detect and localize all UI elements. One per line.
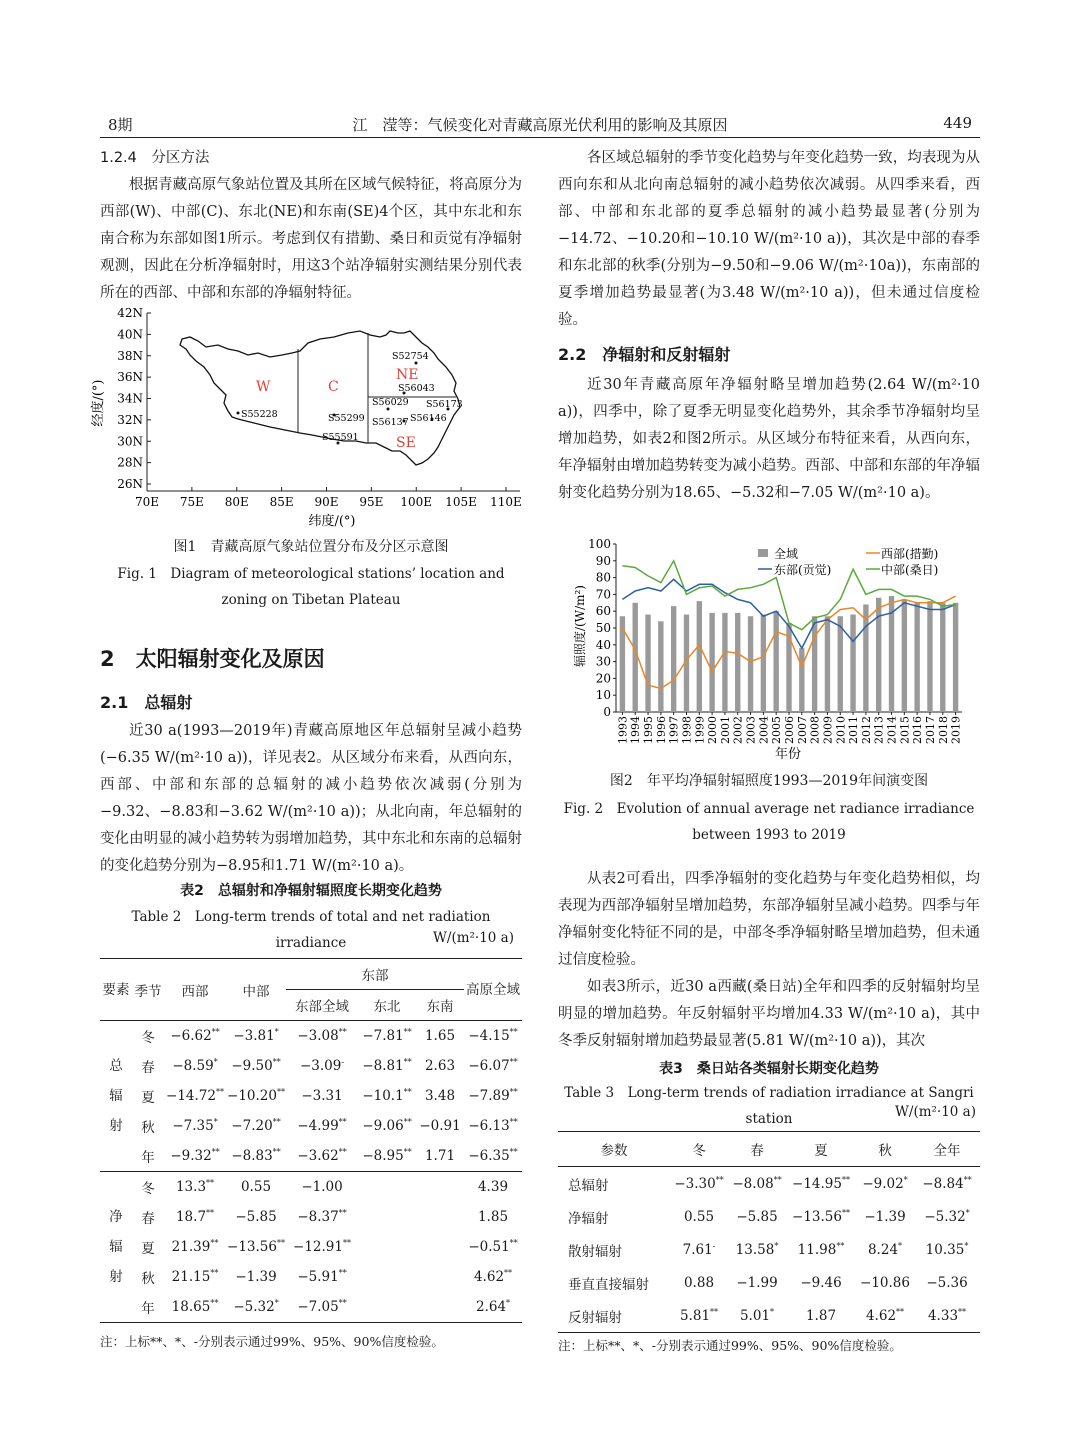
value-cell xyxy=(358,1232,416,1262)
section-2-2-title: 2.2 净辐射和反射辐射 xyxy=(558,345,731,364)
map-y-tick-label: 28N xyxy=(117,455,143,470)
legend-central: 中部(桑日) xyxy=(881,563,939,577)
value-cell: 1.65 xyxy=(424,1028,456,1044)
table-row xyxy=(558,1266,980,1299)
running-header xyxy=(100,112,980,136)
value-cell: 5.81** xyxy=(679,1307,719,1324)
map-x-tick-label: 95E xyxy=(359,495,384,509)
value-cell: −6.13** xyxy=(468,1117,518,1134)
section-1-2-4-title: 1.2.4 分区方法 xyxy=(100,150,210,166)
map-y-tick-label: 36N xyxy=(117,370,143,385)
bar-1994 xyxy=(633,603,638,712)
map-y-tick-label: 34N xyxy=(117,391,143,406)
station-label: S52754 xyxy=(392,351,429,362)
value-cell: −6.35** xyxy=(468,1147,518,1164)
value-cell: −8.84** xyxy=(922,1175,972,1192)
value-cell: −5.36 xyxy=(926,1274,968,1291)
param-cell: 总辐射 xyxy=(568,1177,609,1194)
value-cell: −5.91** xyxy=(297,1268,347,1285)
value-cell: −6.07** xyxy=(468,1057,518,1074)
chart-x-tick-label: 2000 xyxy=(706,716,720,744)
page-number: 449 xyxy=(943,114,972,132)
value-cell xyxy=(358,1172,416,1203)
value-cell: −7.20** xyxy=(231,1117,281,1134)
bar-1995 xyxy=(645,615,650,712)
header-rule xyxy=(100,137,980,138)
value-cell: 4.62** xyxy=(865,1307,905,1324)
value-cell: −9.46 xyxy=(800,1274,842,1291)
th-central: 中部 xyxy=(242,983,270,1000)
legend-swatch-all xyxy=(758,549,768,557)
table-2-note: 注：上标**、*、-分别表示通过99%、95%、90%信度检验。 xyxy=(100,1334,444,1349)
station-label: S56173 xyxy=(426,399,463,410)
value-cell: −9.50** xyxy=(231,1057,281,1074)
value-cell: −7.81** xyxy=(362,1027,412,1044)
left-column xyxy=(100,145,522,307)
value-cell: −0.91 xyxy=(419,1118,461,1134)
table-header-cell: 秋 xyxy=(878,1143,892,1159)
value-cell: −5.32* xyxy=(233,1298,279,1315)
right-paragraph-4: 如表3所示，近30 a西藏(桑日站)全年和四季的反射辐射均呈明显的增加趋势。年反射辐射平均增加4.33 W/(m²·10 a)，其中冬季反射辐射增加趋势最显著(5.81 W/(m²·10 a))，其次 xyxy=(558,979,980,1049)
right-paragraph-1: 各区域总辐射的季节变化趋势与年变化趋势一致，均表现为从西向东和从北向南总辐射的减小趋势依次减弱。从四季来看，西部、中部和东北部的夏季总辐射的减小趋势最显著(分别为−14.72、−10.20和−10.10 W/(m²·10 a))，其次是中部的春季和东北部的秋季(分别为−9.50和−9.06 W/(m²·10a))，东南部的夏季增加趋势最显著(为3.48 W/(m²·10 a))，但未通过信度检验。 xyxy=(558,150,980,328)
th-plateau: 高原全域 xyxy=(466,981,520,998)
table-2-caption-en: Table 2 Long-term trends of total and net radiation irradiance xyxy=(131,909,491,951)
chart-x-tick-label: 2001 xyxy=(718,716,732,744)
map-x-tick-label: 70E xyxy=(134,495,160,509)
chart-x-tick-label: 2014 xyxy=(885,716,899,744)
chart-x-tick-label: 1993 xyxy=(616,716,630,744)
value-cell: −8.59* xyxy=(172,1057,218,1074)
map-x-tick-label: 105E xyxy=(445,495,477,509)
value-cell: 0.88 xyxy=(683,1274,715,1291)
chart-x-tick-label: 2013 xyxy=(872,716,886,744)
param-cell: 散射辐射 xyxy=(568,1243,622,1260)
figure-1-map xyxy=(86,303,526,531)
value-cell: −0.51** xyxy=(468,1238,518,1255)
value-cell: 21.39** xyxy=(171,1238,219,1255)
value-cell: −3.08** xyxy=(297,1027,347,1044)
value-cell xyxy=(416,1292,464,1323)
station-label: S55299 xyxy=(328,413,365,424)
value-cell: −3.62** xyxy=(297,1147,347,1164)
value-cell: 2.63 xyxy=(424,1058,456,1074)
legend-east: 东部(贡觉) xyxy=(774,563,832,577)
group-label: 净 辐 射 xyxy=(109,1209,123,1285)
value-cell: −8.83** xyxy=(231,1147,281,1164)
chart-x-tick-label: 2005 xyxy=(770,716,784,744)
running-title: 江 滢等：气候变化对青藏高原光伏利用的影响及其原因 xyxy=(352,116,728,134)
section-2-2-body xyxy=(558,372,980,507)
value-cell xyxy=(358,1292,416,1323)
bar-2015 xyxy=(902,599,907,712)
chart-y-title: 辐照度/(W/m²) xyxy=(573,585,587,667)
chart-y-tick-label: 0 xyxy=(603,705,611,719)
map-x-tick-label: 100E xyxy=(400,495,433,509)
section-2-1-title: 2.1 总辐射 xyxy=(100,693,193,712)
value-cell: 0.55 xyxy=(683,1208,715,1225)
chart-y-tick-label: 10 xyxy=(595,688,611,703)
value-cell xyxy=(416,1202,464,1232)
season-cell: 秋 xyxy=(141,1120,155,1136)
value-cell: −1.99 xyxy=(736,1274,778,1291)
value-cell: −7.89** xyxy=(468,1087,518,1104)
table-row xyxy=(100,1292,522,1323)
chart-x-tick-label: 2019 xyxy=(949,716,963,744)
bar-2003 xyxy=(748,616,753,712)
bar-2019 xyxy=(953,603,958,712)
right-paragraph-3: 从表2可看出，四季净辐射的变化趋势与年变化趋势相似，均表现为西部净辐射呈增加趋势，东部净辐射呈减小趋势。四季与年净辐射变化特征不同的是，中部冬季净辐射略呈增加趋势，但未通过信度检验。 xyxy=(558,871,980,968)
value-cell: −13.56** xyxy=(792,1208,850,1225)
bar-2011 xyxy=(850,615,855,712)
bar-2010 xyxy=(838,616,843,712)
chart-x-tick-label: 2007 xyxy=(795,716,809,744)
table-2-caption-cn: 表2 总辐射和净辐射辐照度长期变化趋势 xyxy=(180,883,442,899)
value-cell: 1.87 xyxy=(805,1307,837,1324)
map-y-tick-label: 26N xyxy=(117,477,143,491)
chart-y-tick-label: 100 xyxy=(588,537,611,551)
region-w: W xyxy=(256,379,271,395)
th-season: 季节 xyxy=(134,983,162,1000)
station-label: S56146 xyxy=(410,413,447,424)
table-3-unit: W/(m²·10 a) xyxy=(895,1104,976,1120)
th-element: 要素 xyxy=(102,981,130,998)
value-cell: −7.05** xyxy=(297,1298,347,1315)
value-cell: 4.33** xyxy=(927,1307,967,1324)
value-cell: −1.39 xyxy=(864,1208,906,1225)
chart-x-tick-label: 2002 xyxy=(731,716,745,744)
value-cell xyxy=(358,1262,416,1292)
figure-1-caption-en-1: Fig. 1 Diagram of meteorological stations’ location and xyxy=(117,566,505,582)
bar-2005 xyxy=(773,611,778,712)
table-row xyxy=(100,1202,522,1232)
chart-x-tick-label: 2017 xyxy=(924,716,937,744)
chart-x-tick-label: 2015 xyxy=(898,716,912,744)
value-cell: −14.72** xyxy=(166,1087,224,1104)
table-row xyxy=(100,1172,522,1203)
value-cell: −3.30** xyxy=(674,1175,724,1192)
chart-y-tick-label: 60 xyxy=(595,604,611,619)
value-cell xyxy=(416,1172,464,1203)
value-cell: −8.08** xyxy=(732,1175,782,1192)
chart-y-tick-label: 80 xyxy=(595,570,611,585)
param-cell: 垂直直接辐射 xyxy=(568,1276,649,1293)
bar-2007 xyxy=(799,648,804,712)
value-cell: −14.95** xyxy=(792,1175,850,1192)
legend-west: 西部(措勤) xyxy=(881,547,939,561)
map-x-tick-label: 85E xyxy=(269,495,294,509)
value-cell: 5.01* xyxy=(739,1307,775,1324)
value-cell: 3.48 xyxy=(424,1088,456,1104)
season-cell: 冬 xyxy=(141,1030,155,1046)
season-cell: 夏 xyxy=(141,1241,155,1257)
station-label: S56029 xyxy=(372,397,409,408)
figure-2-caption-cn: 图2 年平均净辐射辐照度1993—2019年间演变图 xyxy=(609,773,929,789)
chart-x-tick-label: 1999 xyxy=(693,716,707,744)
group-label: 总 辐 射 xyxy=(109,1058,123,1134)
value-cell: −10.20** xyxy=(227,1087,285,1104)
value-cell: −4.99** xyxy=(297,1117,347,1134)
map-y-title: 经度/(°) xyxy=(91,379,106,427)
section-2-1-body xyxy=(100,718,522,880)
th-east-all: 东部全域 xyxy=(295,999,349,1015)
legend-all: 全域 xyxy=(774,547,799,561)
value-cell: −8.81** xyxy=(362,1057,412,1074)
value-cell: −8.95** xyxy=(362,1147,412,1164)
map-y-tick-label: 30N xyxy=(117,434,143,449)
value-cell: −5.85 xyxy=(736,1208,778,1225)
th-se: 东南 xyxy=(426,999,454,1015)
table-header-cell: 冬 xyxy=(692,1143,706,1159)
chart-x-tick-label: 2010 xyxy=(834,716,848,744)
chart-y-tick-label: 40 xyxy=(595,637,611,652)
region-c: C xyxy=(328,379,339,395)
value-cell: −3.09- xyxy=(299,1057,345,1074)
region-ne: NE xyxy=(396,367,419,383)
chart-x-tick-label: 2008 xyxy=(808,716,822,744)
figure-2-caption-en-1: Fig. 2 Evolution of annual average net radiance irradiance xyxy=(563,801,975,817)
season-cell: 春 xyxy=(141,1211,155,1227)
bar-2016 xyxy=(914,603,919,712)
value-cell: 13.58* xyxy=(735,1241,779,1258)
value-cell: 1.71 xyxy=(424,1148,456,1164)
chart-y-tick-label: 70 xyxy=(595,587,611,602)
bar-2004 xyxy=(761,615,766,712)
station-dot xyxy=(237,412,240,415)
chart-x-tick-label: 2018 xyxy=(936,716,950,744)
table-row xyxy=(100,1021,522,1052)
bar-1996 xyxy=(658,621,663,712)
th-west: 西部 xyxy=(181,983,209,1000)
value-cell: 4.39 xyxy=(477,1179,509,1195)
value-cell: −5.85 xyxy=(235,1209,277,1225)
table-row xyxy=(558,1299,980,1333)
value-cell: 8.24* xyxy=(867,1241,903,1258)
map-x-tick-label: 90E xyxy=(314,495,339,509)
value-cell: −5.32* xyxy=(924,1208,970,1225)
map-y-ticks xyxy=(117,306,151,491)
issue-number: 8期 xyxy=(108,116,133,134)
value-cell: −6.62** xyxy=(170,1027,220,1044)
bar-1997 xyxy=(671,606,676,712)
param-cell: 净辐射 xyxy=(568,1210,609,1227)
table-row xyxy=(558,1200,980,1233)
season-cell: 年 xyxy=(141,1150,155,1166)
station-label: S55591 xyxy=(322,432,359,443)
season-cell: 年 xyxy=(141,1301,155,1317)
chart-x-tick-label: 1997 xyxy=(667,716,681,744)
table-row xyxy=(558,1167,980,1201)
table-3-caption-cn: 表3 桑日站各类辐射长期变化趋势 xyxy=(659,1061,879,1077)
region-se: SE xyxy=(396,435,416,451)
table-row xyxy=(100,1051,522,1081)
value-cell: 18.7** xyxy=(175,1208,215,1225)
chart-y-tick-label: 30 xyxy=(595,654,611,669)
table-row xyxy=(100,1262,522,1292)
chart-x-title: 年份 xyxy=(774,747,802,762)
chart-x-tick-label: 1996 xyxy=(654,716,668,744)
right-paragraph-2: 近30年青藏高原年净辐射略呈增加趋势(2.64 W/(m²·10 a))，四季中，除了夏季无明显变化趋势外，其余季节净辐射均呈增加趋势，如表2和图2所示。从区域分布特征来看，从西向东，年净辐射由增加趋势转变为减小趋势。西部、中部和东部的年净辐射变化趋势分别为18.65、−5.32和−7.05 W/(m²·10 a)。 xyxy=(558,377,980,501)
table-3-caption-en: Table 3 Long-term trends of radiation irradiance at Sangri station xyxy=(564,1085,974,1127)
table-header-cell: 全年 xyxy=(933,1143,961,1159)
season-cell: 夏 xyxy=(141,1090,155,1106)
table-3-note: 注：上标**、*、-分别表示通过99%、95%、90%信度检验。 xyxy=(558,1338,902,1353)
section-1-2-4-paragraph: 根据青藏高原气象站位置及其所在区域气候特征，将高原分为西部(W)、中部(C)、东北(NE)和东南(SE)4个区，其中东北和东南合称为东部如图1所示。考虑到仅有措勤、桑日和贡觉有净辐射观测，因此在分析净辐射时，用这3个站净辐射实测结果分别代表所在的西部、中部和东部的净辐射特征。 xyxy=(100,177,522,301)
bar-2013 xyxy=(876,598,881,712)
chart-x-tick-label: 1998 xyxy=(680,716,694,744)
value-cell: 21.15** xyxy=(171,1268,219,1285)
station-label: S55228 xyxy=(241,409,278,420)
section-2-1-paragraph: 近30 a(1993—2019年)青藏高原地区年总辐射呈减小趋势(−6.35 W/(m²·10 a))，详见表2。从区域分布来看，从西向东，西部、中部和东部的总辐射的减小趋势依次减弱(分别为−9.32、−8.83和−3.62 W/(m²·10 a))；从北向南，年总辐射的变化由明显的减小趋势转为弱增加趋势，其中东北和东南的总辐射的变化趋势分别为−8.95和1.71 W/(m²·10 a)。 xyxy=(100,723,522,874)
map-x-tick-label: 110E xyxy=(490,495,522,509)
table-header-cell: 春 xyxy=(750,1143,764,1159)
table-row xyxy=(100,1232,522,1262)
figure-2-caption-en-2: between 1993 to 2019 xyxy=(692,827,846,843)
chart-x-tick-label: 2003 xyxy=(744,716,758,744)
value-cell: −10.1** xyxy=(362,1087,412,1104)
map-x-ticks xyxy=(135,487,522,509)
chart-y-tick-label: 90 xyxy=(595,553,611,568)
value-cell: −1.39 xyxy=(235,1269,277,1285)
th-ne: 东北 xyxy=(373,999,401,1015)
value-cell: 11.98** xyxy=(797,1241,845,1258)
value-cell: −9.02* xyxy=(862,1175,908,1192)
chart-x-tick-label: 2009 xyxy=(821,716,835,744)
map-x-tick-label: 75E xyxy=(179,495,204,509)
table-header-cell: 夏 xyxy=(814,1143,828,1159)
value-cell: −9.32** xyxy=(170,1147,220,1164)
value-cell: 13.3** xyxy=(175,1178,215,1195)
right-column-bottom xyxy=(558,866,980,1055)
section-2-title: 2 太阳辐射变化及原因 xyxy=(100,647,325,671)
map-y-tick-label: 38N xyxy=(117,348,143,363)
value-cell: −3.81* xyxy=(233,1027,279,1044)
value-cell: −9.06** xyxy=(362,1117,412,1134)
table-row xyxy=(100,1141,522,1172)
bar-2008 xyxy=(812,616,817,712)
value-cell: 2.64* xyxy=(475,1298,511,1315)
value-cell: 0.55 xyxy=(240,1179,272,1195)
chart-y-tick-label: 20 xyxy=(595,671,611,686)
bar-2002 xyxy=(735,613,740,712)
value-cell xyxy=(416,1262,464,1292)
chart-y-tick-label: 50 xyxy=(595,621,611,635)
chart-x-tick-label: 1995 xyxy=(642,716,655,744)
map-x-tick-label: 80E xyxy=(224,495,249,509)
map-y-tick-label: 42N xyxy=(117,306,143,320)
bar-2001 xyxy=(722,613,727,712)
value-cell: 10.35* xyxy=(925,1241,969,1258)
bar-2018 xyxy=(940,603,945,712)
season-cell: 秋 xyxy=(141,1271,155,1287)
table-2-unit: W/(m²·10 a) xyxy=(433,930,514,946)
table-3 xyxy=(558,1131,980,1333)
table-row xyxy=(100,1081,522,1111)
station-label: S56043 xyxy=(398,383,435,394)
value-cell xyxy=(416,1232,464,1262)
chart-x-tick-label: 2016 xyxy=(911,716,925,744)
value-cell: −4.15** xyxy=(468,1027,518,1044)
season-cell: 春 xyxy=(141,1060,155,1076)
map-y-tick-label: 32N xyxy=(117,412,143,427)
station-label: S56137 xyxy=(372,417,409,428)
figure-2-chart xyxy=(570,534,970,764)
table-row xyxy=(558,1233,980,1266)
value-cell: 1.85 xyxy=(477,1209,509,1225)
bar-2009 xyxy=(825,616,830,712)
value-cell: 4.62** xyxy=(473,1268,513,1285)
chart-x-tick-label: 2011 xyxy=(847,716,861,744)
right-column-top xyxy=(558,145,980,334)
bar-1999 xyxy=(697,601,702,712)
th-east: 东部 xyxy=(286,959,464,990)
table-2 xyxy=(100,958,522,1323)
figure-1-caption-en-2: zoning on Tibetan Plateau xyxy=(221,592,401,608)
value-cell: −1.00 xyxy=(301,1179,343,1195)
map-x-title: 纬度/(°) xyxy=(308,514,356,529)
chart-x-tick-label: 2004 xyxy=(757,716,771,744)
table-header-cell: 参数 xyxy=(600,1143,628,1159)
value-cell: −3.31 xyxy=(301,1088,343,1104)
map-y-tick-label: 40N xyxy=(117,327,143,342)
bar-2000 xyxy=(709,613,714,712)
value-cell: −10.86 xyxy=(860,1274,910,1291)
value-cell: −7.35* xyxy=(172,1117,218,1134)
chart-x-tick-label: 2012 xyxy=(859,716,873,744)
season-cell: 冬 xyxy=(141,1181,155,1197)
value-cell: 7.61- xyxy=(682,1241,716,1258)
value-cell xyxy=(358,1202,416,1232)
param-cell: 反射辐射 xyxy=(568,1309,622,1326)
chart-x-tick-label: 2006 xyxy=(783,716,796,744)
value-cell: −13.56** xyxy=(227,1238,285,1255)
value-cell: −12.91** xyxy=(293,1238,351,1255)
bar-2017 xyxy=(927,601,932,712)
chart-x-tick-label: 1994 xyxy=(629,716,643,744)
value-cell: 18.65** xyxy=(171,1298,219,1315)
table-row xyxy=(100,1111,522,1141)
value-cell: −8.37** xyxy=(297,1208,347,1225)
figure-1-caption-cn: 图1 青藏高原气象站位置分布及分区示意图 xyxy=(173,539,449,555)
